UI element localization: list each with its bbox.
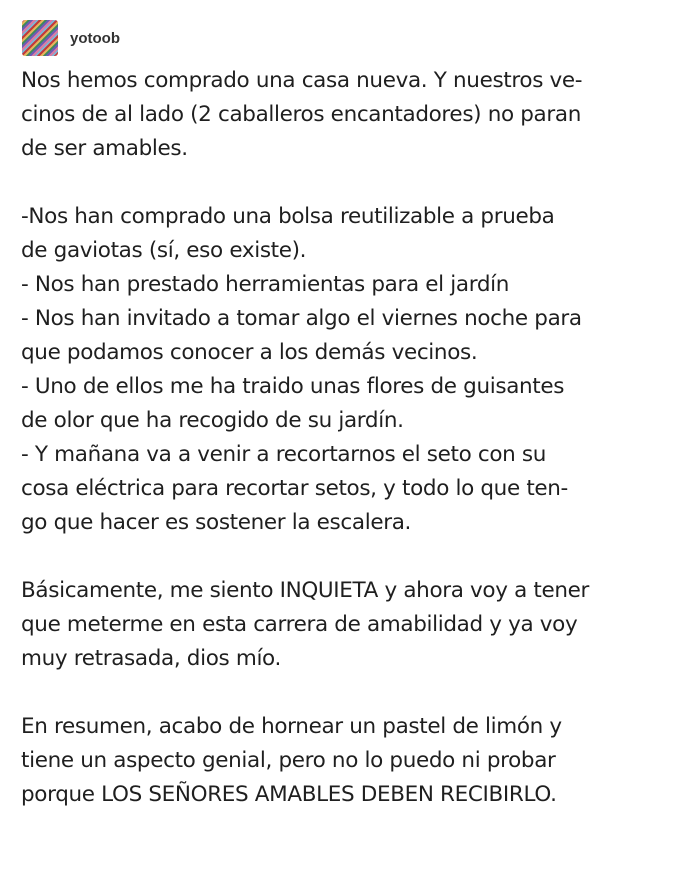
text-line: - Uno de ellos me ha traido unas flores de guisantes (21, 374, 565, 399)
text-line: -Nos han comprado una bolsa reutilizable a prueba (21, 204, 555, 229)
avatar[interactable] (22, 20, 58, 56)
paragraph (21, 710, 693, 812)
text-line: - Nos han prestado herramientas para el jardín (21, 272, 510, 297)
text-line: - Y mañana va a venir a recortarnos el seto con su (21, 442, 547, 467)
text-line: - Nos han invitado a tomar algo el viernes noche para (21, 306, 582, 331)
paragraph (21, 200, 693, 540)
text-line: porque LOS SEÑORES AMABLES DEBEN RECIBIRLO. (21, 782, 557, 807)
text-line: que meterme en esta carrera de amabilidad y ya voy (21, 612, 578, 637)
text-line: Nos hemos comprado una casa nueva. Y nuestros ve- (21, 68, 583, 93)
post-header (22, 20, 120, 56)
paragraph (21, 574, 693, 676)
text-line: de olor que ha recogido de su jardín. (21, 408, 404, 433)
text-line: cinos de al lado (2 caballeros encantadores) no paran (21, 102, 581, 127)
text-line: de gaviotas (sí, eso existe). (21, 238, 307, 263)
username[interactable]: yotoob (70, 29, 120, 47)
text-line: que podamos conocer a los demás vecinos. (21, 340, 478, 365)
post-body (21, 64, 693, 846)
text-line: go que hacer es sostener la escalera. (21, 510, 412, 535)
text-line: tiene un aspecto genial, pero no lo puedo ni probar (21, 748, 556, 773)
text-line: muy retrasada, dios mío. (21, 646, 281, 671)
text-line: de ser amables. (21, 136, 188, 161)
text-line: En resumen, acabo de hornear un pastel de limón y (21, 714, 562, 739)
paragraph (21, 64, 693, 166)
text-line: Básicamente, me siento INQUIETA y ahora voy a tener (21, 578, 589, 603)
text-line: cosa eléctrica para recortar setos, y todo lo que ten- (21, 476, 568, 501)
